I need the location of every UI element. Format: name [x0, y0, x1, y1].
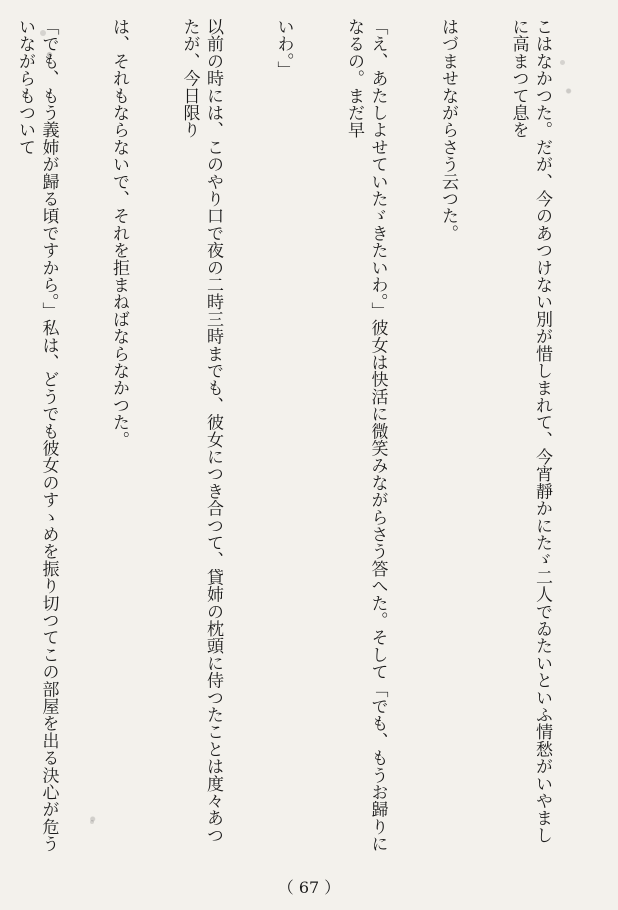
text-line: は、それもならないで、それを拒まねばならなかつた。	[109, 18, 129, 448]
vertical-body-text	[10, 18, 600, 860]
page-number: （ 67 ）	[277, 878, 341, 897]
text-line: はづませながらさう云つた。	[438, 18, 458, 242]
text-line: 「でも、もう義姉が歸る頃ですから。」私は、どうでも彼女のすゝめを振り切つてこの部屋を出る決心が危ういながらもついて	[15, 18, 59, 853]
text-line: 「え、あたしよせていたゞきたいわ。」彼女は快活に微笑みながらさう答へた。そして「でも、もうお歸りになるの。まだ早	[344, 18, 388, 853]
text-line: 以前の時には、このやり口で夜の二時三時までも、彼女につき合つて、貸姉の枕頭に侍つたことは度々あつたが、今日限り	[179, 18, 223, 844]
text-line: いわ。」	[273, 18, 294, 79]
text-line: こはなかつた。だが、今のあつけない別が惜しまれて、今宵靜かにたゞ二人でゐたいといふ情愁がいやましに高まつて息を	[508, 18, 552, 844]
